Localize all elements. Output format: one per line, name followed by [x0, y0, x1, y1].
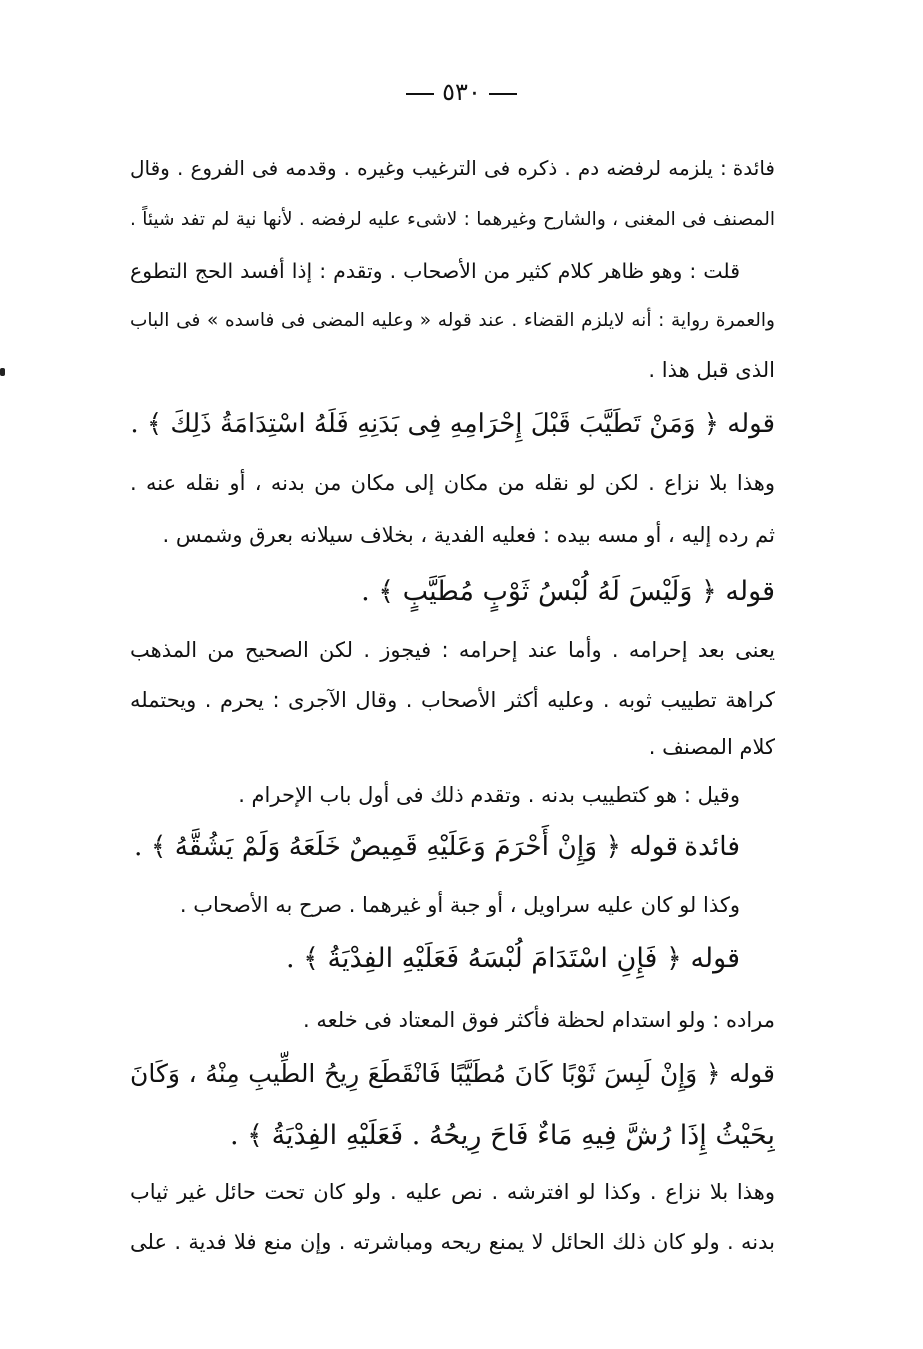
text-line: [130, 350, 775, 390]
text-line: [130, 515, 775, 555]
text-line: [130, 727, 775, 767]
line-text: : يلزمه لرفضه دم . ذكره فى الترغيب وغيره . وقدمه فى الفروع . وقال: [130, 156, 727, 180]
text-line: [130, 200, 775, 240]
line-text: قوله ﴿ وَمَنْ تَطَيَّبَ قَبْلَ إِحْرَامِهِ فِى بَدَنِهِ فَلَهُ اسْتِدَامَةُ ذَلِكَ ﴾ .: [130, 409, 775, 439]
quoted-verse: [130, 823, 740, 871]
text-line: [130, 630, 775, 670]
text-line: [130, 463, 775, 503]
quoted-verse: [130, 400, 775, 448]
text-line: [130, 775, 740, 815]
line-text: كراهة تطييب ثوبه . وعليه أكثر الأصحاب . وقال الآجرى : يحرم . ويحتمله: [130, 688, 775, 712]
text-line: [130, 251, 740, 291]
line-text: وكذا لو كان عليه سراويل ، أو جبة أو غيرهما . صرح به الأصحاب .: [179, 893, 740, 917]
note-label: فائدة: [684, 831, 740, 862]
line-text: بدنه . ولو كان ذلك الحائل لا يمنع ريحه ومباشرته . وإن منع فلا فدية . على: [130, 1230, 775, 1254]
text-line: [130, 1222, 775, 1262]
quoted-verse: [130, 568, 775, 616]
line-text: قوله ﴿ فَإِنِ اسْتَدَامَ لُبْسَهُ فَعَلَيْهِ الفِدْيَةُ ﴾ .: [285, 943, 740, 974]
line-text: قلت : وهو ظاهر كلام كثير من الأصحاب . وتقدم : إذا أفسد الحج التطوع: [130, 259, 740, 283]
margin-mark: [0, 368, 5, 376]
line-text: والعمرة رواية : أنه لايلزم القضاء . عند قوله « وعليه المضى فى فاسده » فى الباب: [130, 310, 775, 331]
page-number-text: ٥٣٠: [442, 78, 481, 106]
quoted-verse: [130, 1050, 775, 1098]
text-line: [130, 148, 775, 188]
line-text: قوله ﴿ وَإِنْ أَحْرَمَ وَعَلَيْهِ قَمِيصٌ خَلَعَهُ وَلَمْ يَشُقَّهُ ﴾ .: [134, 831, 679, 862]
text-line: [130, 1172, 775, 1212]
line-text: قوله ﴿ وَإِنْ لَبِسَ ثَوْبًا كَانَ مُطَيَّبًا فَانْقَطَعَ رِيحُ الطِّيبِ مِنْهُ ، وَكَانَ: [130, 1059, 775, 1088]
text-line: [130, 1000, 775, 1040]
line-text: ثم رده إليه ، أو مسه بيده : فعليه الفدية ، بخلاف سيلانه بعرق وشمس .: [162, 523, 775, 547]
quoted-verse: [130, 935, 740, 983]
dash-right: [406, 93, 434, 95]
quoted-verse: [130, 1112, 775, 1160]
line-text: وقيل : هو كتطييب بدنه . وتقدم ذلك فى أول باب الإحرام .: [238, 783, 740, 807]
line-text: قوله ﴿ وَلَيْسَ لَهُ لُبْسُ ثَوْبٍ مُطَيَّبٍ ﴾ .: [361, 576, 775, 607]
line-text: الذى قبل هذا .: [648, 358, 775, 382]
note-label: فائدة: [732, 156, 775, 180]
line-text: المصنف فى المغنى ، والشارح وغيرهما : لاشىء عليه لرفضه . لأنها نية لم تفد شيئاً .: [130, 209, 775, 230]
text-line: [130, 885, 740, 925]
dash-left: [489, 93, 517, 95]
line-text: يعنى بعد إحرامه . وأما عند إحرامه : فيجوز . لكن الصحيح من المذهب: [130, 638, 775, 662]
line-text: مراده : ولو استدام لحظة فأكثر فوق المعتاد فى خلعه .: [303, 1008, 775, 1032]
text-line: [130, 680, 775, 720]
line-text: وهذا بلا نزاع . لكن لو نقله من مكان إلى مكان من بدنه ، أو نقله عنه .: [130, 471, 775, 495]
line-text: كلام المصنف .: [648, 735, 775, 759]
text-line: [130, 301, 775, 341]
line-text: وهذا بلا نزاع . وكذا لو افترشه . نص عليه . ولو كان تحت حائل غير ثياب: [130, 1180, 775, 1204]
line-text: بِحَيْثُ إِذَا رُشَّ فِيهِ مَاءٌ فَاحَ رِيحُهُ . فَعَلَيْهِ الفِدْيَةُ ﴾ .: [230, 1120, 775, 1151]
page-number: [0, 72, 923, 112]
